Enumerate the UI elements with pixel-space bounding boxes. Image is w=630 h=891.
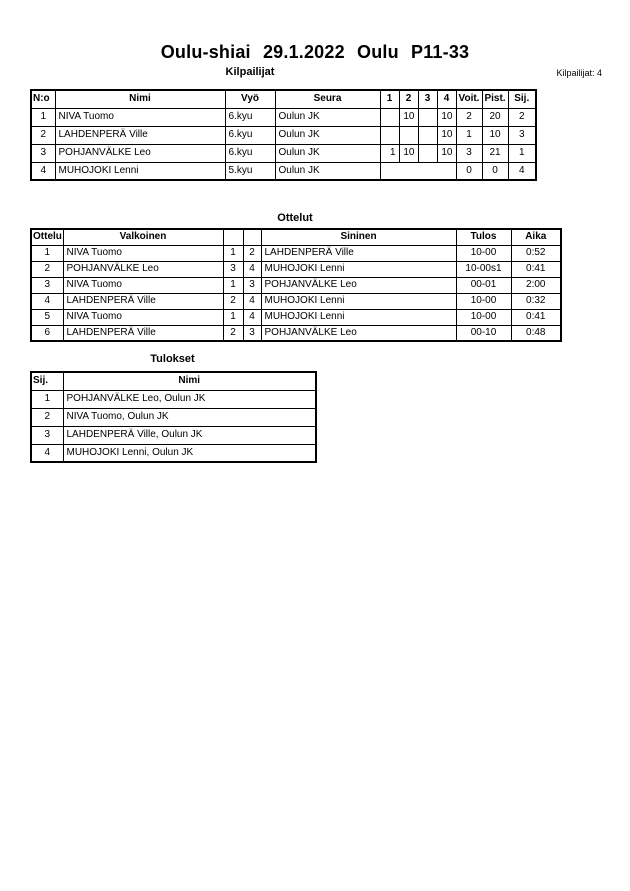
- result-place: 4: [31, 444, 63, 462]
- col-header-white: Valkoinen: [63, 229, 223, 245]
- competitor-belt: 6.kyu: [225, 144, 275, 162]
- competitor-club: Oulun JK: [275, 144, 380, 162]
- col-header-match: Ottelu: [31, 229, 63, 245]
- match-time: 0:48: [511, 325, 561, 341]
- match-time: 2:00: [511, 277, 561, 293]
- col-header-result: Tulos: [456, 229, 511, 245]
- match-number: 5: [31, 309, 63, 325]
- score-vs-1: [380, 126, 399, 144]
- match-row: [31, 261, 561, 277]
- blue-player: POHJANVÄLKE Leo: [261, 277, 456, 293]
- competitor-row: [31, 108, 536, 126]
- competitor-points: 10: [482, 126, 508, 144]
- blue-player: MUHOJOKI Lenni: [261, 261, 456, 277]
- white-player-no: 3: [223, 261, 243, 277]
- white-player: NIVA Tuomo: [63, 309, 223, 325]
- blue-player: POHJANVÄLKE Leo: [261, 325, 456, 341]
- col-header-wins: Voit.: [456, 90, 482, 108]
- matches-heading: Ottelut: [277, 212, 313, 224]
- matches-header-row: [31, 229, 561, 245]
- result-place: 1: [31, 390, 63, 408]
- score-vs-1: [380, 108, 399, 126]
- col-header-white-no: [223, 229, 243, 245]
- col-header-name: Nimi: [63, 372, 316, 390]
- match-row: [31, 277, 561, 293]
- competitor-wins: 0: [456, 162, 482, 180]
- match-row: [31, 293, 561, 309]
- competitor-name: NIVA Tuomo: [55, 108, 225, 126]
- match-time: 0:41: [511, 309, 561, 325]
- blue-player-no: 4: [243, 309, 261, 325]
- match-number: 2: [31, 261, 63, 277]
- blue-player: LAHDENPERÄ Ville: [261, 245, 456, 261]
- competitors-count: Kilpailijat: 4: [556, 68, 602, 78]
- score-vs-3: [418, 126, 437, 144]
- result-row: [31, 444, 316, 462]
- competitors-heading: Kilpailijat: [225, 66, 275, 78]
- result-name: LAHDENPERÄ Ville, Oulun JK: [63, 426, 316, 444]
- col-header-blue: Sininen: [261, 229, 456, 245]
- competitor-name: LAHDENPERÄ Ville: [55, 126, 225, 144]
- white-player-no: 2: [223, 325, 243, 341]
- col-header-4: 4: [437, 90, 456, 108]
- competitor-place: 1: [508, 144, 536, 162]
- col-header-3: 3: [418, 90, 437, 108]
- match-result: 00-10: [456, 325, 511, 341]
- competitor-place: 2: [508, 108, 536, 126]
- score-vs-3: [418, 144, 437, 162]
- blue-player-no: 4: [243, 293, 261, 309]
- result-row: [31, 390, 316, 408]
- competitor-number: 3: [31, 144, 55, 162]
- col-header-blue-no: [243, 229, 261, 245]
- white-player: LAHDENPERÄ Ville: [63, 325, 223, 341]
- score-vs-4: 10: [437, 126, 456, 144]
- match-time: 0:41: [511, 261, 561, 277]
- result-name: POHJANVÄLKE Leo, Oulun JK: [63, 390, 316, 408]
- score-vs-2: [399, 126, 418, 144]
- result-row: [31, 426, 316, 444]
- competitor-points: 0: [482, 162, 508, 180]
- match-row: [31, 325, 561, 341]
- competitor-name: POHJANVÄLKE Leo: [55, 144, 225, 162]
- score-vs-1: 1: [380, 144, 399, 162]
- col-header-1: 1: [380, 90, 399, 108]
- col-header-time: Aika: [511, 229, 561, 245]
- match-result: 10-00: [456, 309, 511, 325]
- white-player-no: 2: [223, 293, 243, 309]
- result-name: NIVA Tuomo, Oulun JK: [63, 408, 316, 426]
- col-header-name: Nimi: [55, 90, 225, 108]
- competitor-place: 3: [508, 126, 536, 144]
- scores-empty: [380, 162, 456, 180]
- competitor-number: 2: [31, 126, 55, 144]
- score-vs-3: [418, 108, 437, 126]
- white-player-no: 1: [223, 245, 243, 261]
- match-time: 0:52: [511, 245, 561, 261]
- match-number: 1: [31, 245, 63, 261]
- results-heading: Tulokset: [150, 353, 195, 365]
- competitor-club: Oulun JK: [275, 126, 380, 144]
- competitor-points: 21: [482, 144, 508, 162]
- match-row: [31, 309, 561, 325]
- col-header-club: Seura: [275, 90, 380, 108]
- competitor-row: [31, 126, 536, 144]
- competitor-belt: 5.kyu: [225, 162, 275, 180]
- col-header-place: Sij.: [508, 90, 536, 108]
- blue-player-no: 4: [243, 261, 261, 277]
- result-row: [31, 408, 316, 426]
- competitor-points: 20: [482, 108, 508, 126]
- competitor-row: [31, 162, 536, 180]
- competitor-wins: 3: [456, 144, 482, 162]
- competitor-belt: 6.kyu: [225, 126, 275, 144]
- col-header-points: Pist.: [482, 90, 508, 108]
- blue-player-no: 3: [243, 325, 261, 341]
- blue-player: MUHOJOKI Lenni: [261, 309, 456, 325]
- competitor-name: MUHOJOKI Lenni: [55, 162, 225, 180]
- col-header-place: Sij.: [31, 372, 63, 390]
- white-player-no: 1: [223, 277, 243, 293]
- score-vs-4: 10: [437, 144, 456, 162]
- score-vs-2: 10: [399, 108, 418, 126]
- competitors-table: [30, 89, 537, 181]
- white-player: NIVA Tuomo: [63, 277, 223, 293]
- score-vs-2: 10: [399, 144, 418, 162]
- competitor-number: 1: [31, 108, 55, 126]
- white-player: POHJANVÄLKE Leo: [63, 261, 223, 277]
- col-header-2: 2: [399, 90, 418, 108]
- match-time: 0:32: [511, 293, 561, 309]
- match-result: 00-01: [456, 277, 511, 293]
- blue-player-no: 2: [243, 245, 261, 261]
- competitor-club: Oulun JK: [275, 108, 380, 126]
- result-place: 2: [31, 408, 63, 426]
- results-header-row: [31, 372, 316, 390]
- competitor-row: [31, 144, 536, 162]
- white-player-no: 1: [223, 309, 243, 325]
- competitor-club: Oulun JK: [275, 162, 380, 180]
- score-vs-4: 10: [437, 108, 456, 126]
- blue-player-no: 3: [243, 277, 261, 293]
- white-player: NIVA Tuomo: [63, 245, 223, 261]
- match-row: [31, 245, 561, 261]
- competitor-number: 4: [31, 162, 55, 180]
- match-result: 10-00s1: [456, 261, 511, 277]
- competitor-belt: 6.kyu: [225, 108, 275, 126]
- match-number: 3: [31, 277, 63, 293]
- result-name: MUHOJOKI Lenni, Oulun JK: [63, 444, 316, 462]
- match-result: 10-00: [456, 245, 511, 261]
- match-result: 10-00: [456, 293, 511, 309]
- match-number: 6: [31, 325, 63, 341]
- competitor-wins: 2: [456, 108, 482, 126]
- white-player: LAHDENPERÄ Ville: [63, 293, 223, 309]
- match-number: 4: [31, 293, 63, 309]
- matches-table: [30, 228, 562, 342]
- competitor-place: 4: [508, 162, 536, 180]
- competitors-header-row: [31, 90, 536, 108]
- result-place: 3: [31, 426, 63, 444]
- results-table: [30, 371, 317, 463]
- col-header-no: N:o: [31, 90, 55, 108]
- blue-player: MUHOJOKI Lenni: [261, 293, 456, 309]
- page-title: Oulu-shiai 29.1.2022 Oulu P11-33: [160, 42, 470, 62]
- col-header-belt: Vyö: [225, 90, 275, 108]
- competitor-wins: 1: [456, 126, 482, 144]
